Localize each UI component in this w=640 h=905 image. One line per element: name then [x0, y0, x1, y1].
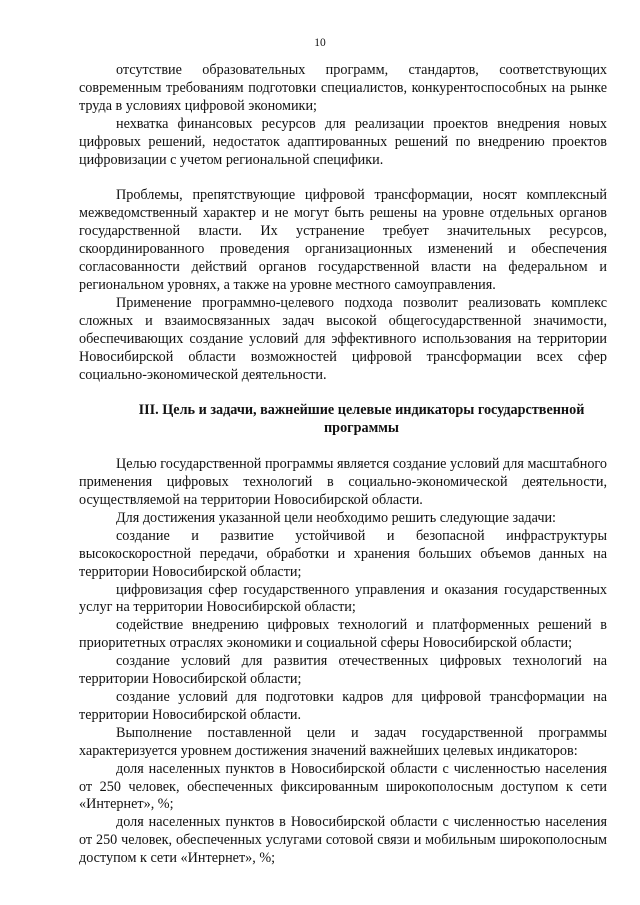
paragraph-funding-gap: нехватка финансовых ресурсов для реализации проектов внедрения новых цифровых решений, недостаток адаптированных решений по внедрению проектов цифровизации с учетом региональной специфики. — [79, 115, 607, 168]
paragraph-indicators-intro: Выполнение поставленной цели и задач государственной программы характеризуется уровнем достижения значений важнейших целевых индикаторов: — [79, 724, 607, 759]
paragraph-goal: Целью государственной программы является создание условий для масштабного применения цифровых технологий в социально-экономической деятельности, осуществляемой на территории Новосибирской области. — [79, 456, 607, 509]
paragraph-problems: Проблемы, препятствующие цифровой трансформации, носят комплексный межведомственный характер и не могут быть решены на уровне отдельных органов государственной власти. Их устранение требует значительных ресурсов, скоординированного проведения организационных изменений и обеспечения согласованности действий органов государственной власти на федеральном и региональном уровнях, а также на уровне местного самоуправления. — [79, 187, 607, 293]
paragraph-spacer — [79, 384, 607, 402]
task-infrastructure: создание и развитие устойчивой и безопасной инфраструктуры высокоскоростной передачи, обработки и хранения больших объемов данных на территории Новосибирской области; — [79, 527, 607, 580]
indicator-mobile-broadband: доля населенных пунктов в Новосибирской области с численностью населения от 250 человек, обеспеченных услугами сотовой связи и мобильным широкополосным доступом к сети «Интернет», %; — [79, 814, 607, 867]
task-domestic-technologies: создание условий для развития отечественных цифровых технологий на территории Новосибирской области; — [79, 653, 607, 688]
page-number: 10 — [314, 37, 326, 49]
indicator-fixed-broadband: доля населенных пунктов в Новосибирской области с численностью населения от 250 человек, обеспеченных фиксированным широкополосным доступом к сети «Интернет», %; — [79, 760, 607, 813]
section-heading: III. Цель и задачи, важнейшие целевые индикаторы государственной программы — [138, 402, 585, 437]
paragraph-program-approach: Применение программно-целевого подхода позволит реализовать комплекс сложных и взаимосвязанных задач высокой общегосударственной значимости, обеспечивающих создание условий для эффективного использования на территории Новосибирской области возможностей цифровой трансформации всех сфер социально-экономической деятельности. — [79, 294, 607, 383]
task-personnel-training: создание условий для подготовки кадров для цифровой трансформации на территории Новосибирской области. — [79, 689, 607, 723]
document-body — [79, 62, 607, 868]
paragraph-spacer — [79, 169, 607, 187]
paragraph-spacer — [79, 438, 607, 456]
task-platform-solutions: содействие внедрению цифровых технологий и платформенных решений в приоритетных отраслях экономики и социальной сферы Новосибирской области; — [79, 617, 607, 652]
paragraph-tasks-intro: Для достижения указанной цели необходимо решить следующие задачи: — [116, 509, 556, 526]
paragraph-education-gap: отсутствие образовательных программ, стандартов, соответствующих современным требованиям подготовки специалистов, конкурентоспособных на рынке труда в условиях цифровой экономики; — [79, 62, 607, 114]
task-digital-government: цифровизация сфер государственного управления и оказания государственных услуг на территории Новосибирской области; — [79, 581, 607, 616]
